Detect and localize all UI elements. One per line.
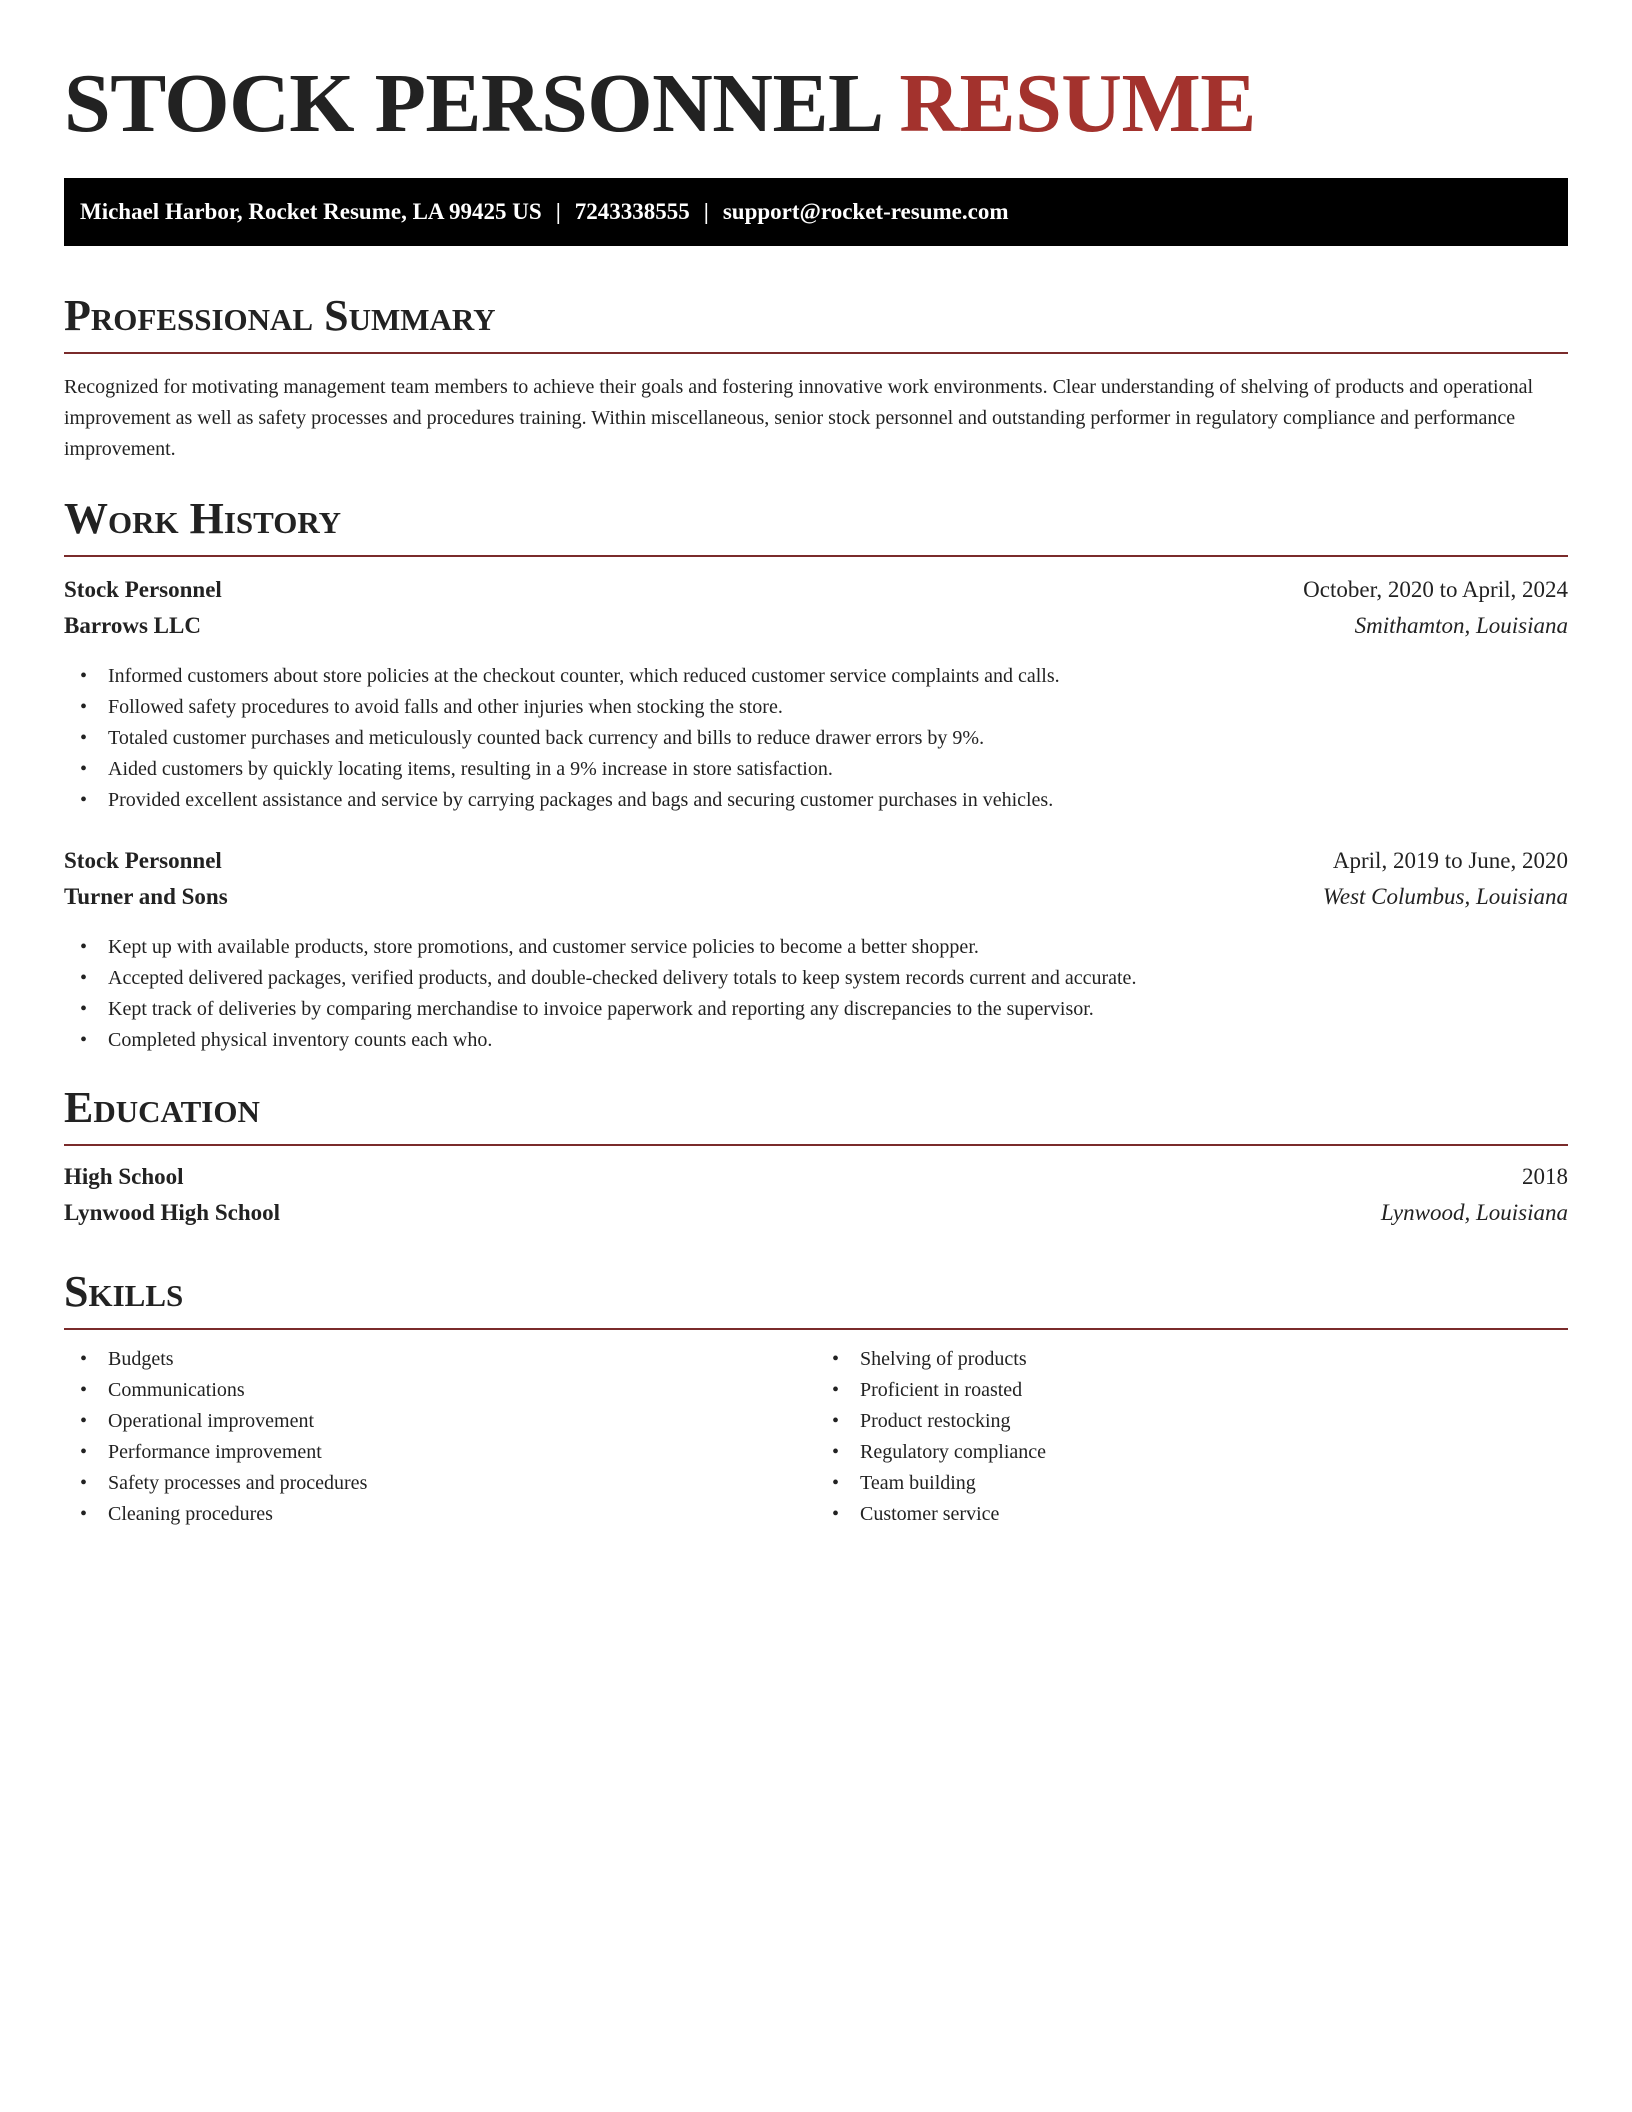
job-title: Stock Personnel [64,577,222,602]
skill-item [80,1406,816,1437]
skill-label: Proficient in roasted [860,1379,1023,1401]
skills-heading: Skills [64,1267,184,1316]
title-accent: RESUME [899,57,1256,150]
list-item [80,994,1568,1025]
summary-section [64,290,1568,465]
bullet-icon: • [80,665,88,687]
skill-item [80,1468,816,1499]
bullet-icon: • [80,1410,88,1432]
skill-label: Safety processes and procedures [108,1472,368,1494]
education-location: Lynwood, Louisiana [1380,1200,1568,1225]
education-row [64,1200,1568,1236]
education-heading: Education [64,1083,260,1132]
section-divider [64,352,1568,354]
skill-item [832,1437,1568,1468]
job-row [64,884,1568,920]
bullet-icon: • [80,696,88,718]
bullet-text: Informed customers about store policies at the checkout counter, which reduced customer service complaints and calls. [108,665,1060,687]
list-item [80,692,1568,723]
list-item [80,661,1568,692]
bullet-text: Provided excellent assistance and service by carrying packages and bags and securing customer purchases in vehicles. [108,789,1054,811]
work-history-heading: Work History [64,494,342,543]
skills-section [64,1266,1568,1530]
skill-label: Communications [108,1379,245,1401]
bullet-icon: • [80,936,88,958]
work-history-section [64,493,1568,1056]
skill-label: Product restocking [860,1410,1011,1432]
bullet-icon: • [80,1503,88,1525]
skills-grid [64,1344,1568,1530]
contact-email: support@rocket-resume.com [722,199,1009,224]
skill-item [80,1437,816,1468]
bullet-icon: • [80,1348,88,1370]
resume-title [64,58,1568,150]
bullet-text: Completed physical inventory counts each who. [108,1029,493,1051]
education-row [64,1164,1568,1200]
education-degree: High School [64,1164,184,1189]
skill-label: Performance improvement [108,1441,322,1463]
list-item [80,754,1568,785]
job-row [64,577,1568,613]
skill-item [832,1344,1568,1375]
bullet-icon: • [832,1472,840,1494]
bullet-icon: • [80,1379,88,1401]
job-row [64,613,1568,649]
contact-address: Michael Harbor, Rocket Resume, LA 99425 US [80,199,542,224]
skill-item [832,1406,1568,1437]
skill-item [80,1375,816,1406]
job-bullets [64,932,1568,1056]
summary-text: Recognized for motivating management team members to achieve their goals and fostering innovative work environments. Clear understanding of shelving of products and operational improvement as well as safety processes and procedures training. Within miscellaneous, senior stock personnel and outstanding performer in regulatory compliance and performance improvement. [64,376,1534,460]
section-divider [64,1328,1568,1330]
skill-label: Cleaning procedures [108,1503,273,1525]
skill-item [832,1375,1568,1406]
job-dates: October, 2020 to April, 2024 [1303,577,1568,602]
contact-phone: 7243338555 [574,199,690,224]
bullet-icon: • [80,1029,88,1051]
job-location: Smithamton, Louisiana [1354,613,1568,638]
bullet-icon: • [80,727,88,749]
list-item [80,963,1568,994]
bullet-icon: • [80,1472,88,1494]
bullet-icon: • [832,1503,840,1525]
skill-label: Customer service [860,1503,1000,1525]
education-year: 2018 [1522,1164,1568,1189]
education-section [64,1082,1568,1236]
education-entry [64,1164,1568,1236]
bullet-text: Kept track of deliveries by comparing merchandise to invoice paperwork and reporting any discrepancies to the supervisor. [108,998,1094,1020]
skill-label: Budgets [108,1348,174,1370]
section-divider [64,1144,1568,1146]
job-bullets [64,661,1568,816]
skills-column-left [64,1344,816,1530]
job-location: West Columbus, Louisiana [1322,884,1568,909]
job-entry [64,577,1568,816]
bullet-text: Totaled customer purchases and meticulously counted back currency and bills to reduce drawer errors by 9%. [108,727,985,749]
bullet-icon: • [832,1379,840,1401]
bullet-text: Aided customers by quickly locating items, resulting in a 9% increase in store satisfaction. [108,758,833,780]
bullet-text: Followed safety procedures to avoid falls and other injuries when stocking the store. [108,696,783,718]
bullet-icon: • [832,1410,840,1432]
bullet-text: Kept up with available products, store promotions, and customer service policies to become a better shopper. [108,936,979,958]
skills-column-right [816,1344,1568,1530]
skill-label: Shelving of products [860,1348,1027,1370]
contact-separator: | [555,199,561,224]
jobs-list [64,577,1568,1056]
skill-item [832,1468,1568,1499]
skill-item [832,1499,1568,1530]
job-title: Stock Personnel [64,848,222,873]
title-main: STOCK PERSONNEL [64,57,879,150]
job-dates: April, 2019 to June, 2020 [1332,848,1568,873]
bullet-icon: • [80,998,88,1020]
bullet-icon: • [80,789,88,811]
list-item [80,1025,1568,1056]
list-item [80,723,1568,754]
summary-heading: Professional Summary [64,291,496,340]
skill-label: Regulatory compliance [860,1441,1047,1463]
bullet-text: Accepted delivered packages, verified products, and double-checked delivery totals to keep system records current and accurate. [108,967,1137,989]
contact-bar [64,178,1568,246]
job-company: Turner and Sons [64,884,228,909]
skill-label: Team building [860,1472,976,1494]
section-divider [64,555,1568,557]
contact-separator: | [703,199,709,224]
bullet-icon: • [832,1348,840,1370]
list-item [80,785,1568,816]
skill-item [80,1344,816,1375]
bullet-icon: • [80,758,88,780]
bullet-icon: • [80,1441,88,1463]
list-item [80,932,1568,963]
education-school: Lynwood High School [64,1200,281,1225]
skill-item [80,1499,816,1530]
job-entry [64,848,1568,1056]
job-company: Barrows LLC [64,613,201,638]
bullet-icon: • [80,967,88,989]
bullet-icon: • [832,1441,840,1463]
job-row [64,848,1568,884]
skill-label: Operational improvement [108,1410,315,1432]
